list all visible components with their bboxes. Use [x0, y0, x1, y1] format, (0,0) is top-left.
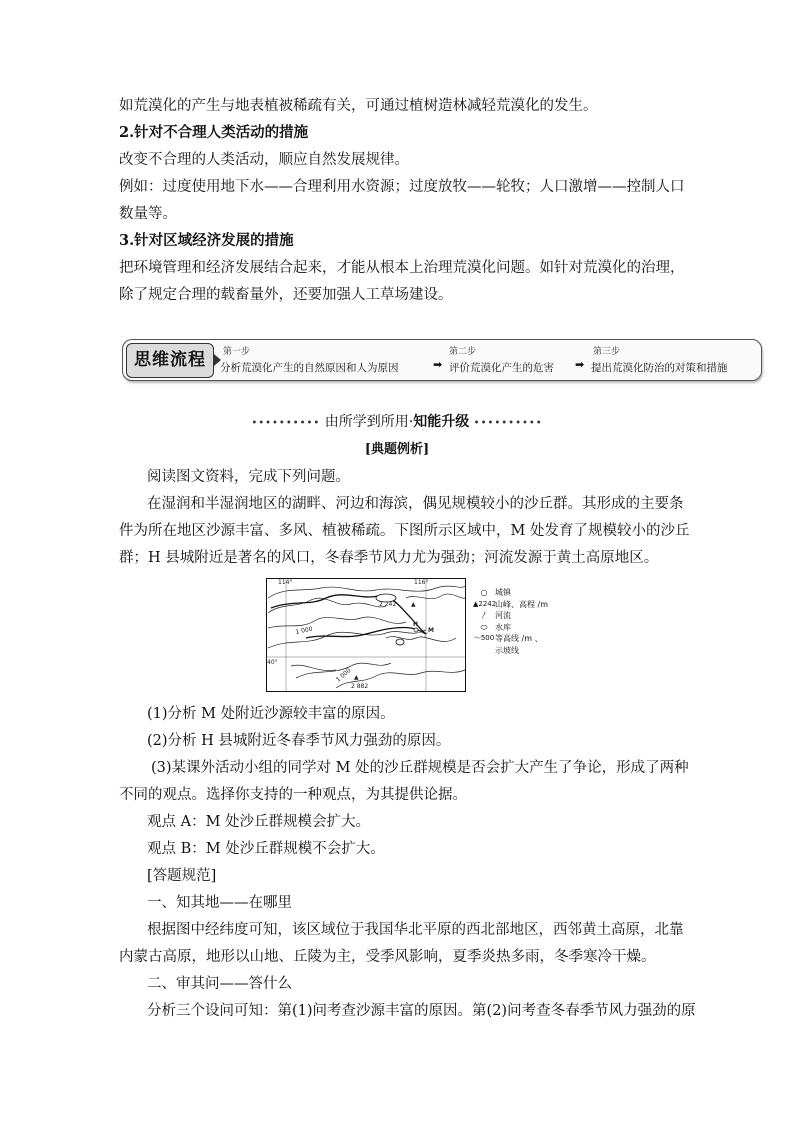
contour-sym: 500: [480, 634, 495, 642]
paragraph-example-line1: 例如：过度使用地下水——合理利用水资源；过度放牧——轮牧；人口激增——控制人口: [119, 179, 685, 195]
example-tag: [典题例析]: [364, 442, 430, 457]
flow-title: 思维流程: [126, 343, 214, 378]
legend-river: 河流: [495, 611, 511, 620]
viewpoint-a: 观点 A：M 处沙丘群规模会扩大。: [147, 814, 371, 830]
question-2: (2)分析 H 县城附近冬春季节风力强劲的原因。: [147, 733, 451, 749]
heading-title: 知能升级: [413, 414, 470, 430]
heading-regional-economy: 3.针对区域经济发展的措施: [119, 232, 294, 249]
material-line1: 在湿润和半湿润地区的湖畔、河边和海滨，偶见规模较小的沙丘群。其形成的主要条: [147, 496, 684, 512]
peak2-label: 2 882: [351, 683, 369, 690]
viewpoint-b: 观点 B：M 处沙丘群规模不会扩大。: [147, 841, 385, 857]
river-icon: 〳: [480, 611, 488, 620]
step3-text: 提出荒漠化防治的对策和措施: [591, 362, 728, 374]
heading-dots-right: ••••••••••: [473, 418, 543, 429]
site-m-label: M: [428, 627, 434, 634]
question-1: (1)分析 M 处附近沙源较丰富的原因。: [147, 706, 395, 722]
step1-label: 第一步: [223, 347, 251, 357]
answer-step1-heading: 一、知其地——在哪里: [147, 895, 292, 911]
question-intro: 阅读图文资料，完成下列问题。: [147, 469, 350, 485]
answer-step2-heading: 二、审其问——答什么: [147, 976, 292, 992]
section-heading: [0, 411, 794, 431]
legend-peak: 山峰、高程 /m: [495, 599, 549, 609]
step2-label: 第二步: [449, 347, 477, 357]
lon-left-label: 114°: [278, 579, 293, 586]
step1-text: 分析荒漠化产生的自然原因和人为原因: [220, 362, 399, 374]
heading-lead: 由所学到所用·: [324, 414, 414, 430]
contour-label2: 1 000: [334, 667, 353, 684]
peak1-label: 2 242: [379, 601, 397, 608]
arrow-right-icon: ➡: [575, 358, 585, 371]
lat-label: 40°: [267, 659, 278, 666]
map-legend: [473, 587, 548, 656]
question-3-line2: 不同的观点。选择你支持的一种观点，为其提供论据。: [119, 787, 467, 803]
heading-dots-left: ••••••••••: [251, 418, 321, 429]
paragraph-environment-line1: 把环境管理和经济发展结合起来，才能从根本上治理荒漠化问题。如针对荒漠化的治理，: [119, 260, 685, 276]
question-3-line1: (3)某课外活动小组的同学对 M 处的沙丘群规模是否会扩大产生了争论，形成了两种: [151, 760, 689, 776]
peak2-icon: ▲: [354, 674, 359, 681]
answer-tag: [答题规范]: [147, 868, 217, 884]
legend-reservoir: 水库: [495, 622, 511, 632]
region-map: [266, 578, 466, 692]
thinking-flow-banner: [122, 339, 762, 381]
step3-label: 第三步: [593, 347, 621, 357]
step2-text: 评价荒漠化产生的危害: [449, 362, 554, 374]
contour-label: 1 000: [294, 625, 314, 636]
answer-step2-line1: 分析三个设问可知：第(1)问考查沙源丰富的原因。第(2)问考查冬春季节风力强劲的原: [147, 1003, 696, 1019]
paragraph-example-line2: 数量等。: [119, 206, 177, 222]
paragraph-environment-line2: 除了规定合理的载畜量外，还要加强人工草场建设。: [119, 287, 453, 303]
peak1-icon: ▲: [411, 601, 416, 608]
paragraph-vegetation: 如荒漠化的产生与地表植被稀疏有关，可通过植树造林减轻荒漠化的发生。: [119, 98, 598, 114]
answer-step1-line1: 根据图中经纬度可知，该区域位于我国华北平原的西北部地区，西邻黄土高原，北靠: [147, 922, 684, 938]
material-line2: 件为所在地区沙源丰富、多风、植被稀疏。下图所示区域中，M 处发育了规模较小的沙丘: [119, 523, 690, 539]
arrow-right-icon: ➡: [433, 358, 443, 371]
legend-town: 城镇: [495, 588, 511, 597]
peak-icon: ▲2242: [473, 599, 497, 608]
town-icon: ○: [480, 588, 488, 597]
heading-human-activity: 2.针对不合理人类活动的措施: [119, 124, 309, 141]
legend-contour: 等高线 /m 、: [495, 634, 543, 643]
lon-right-label: 116°: [414, 579, 429, 586]
material-line3: 群；H 县城附近是著名的风口，冬春季节风力尤为强劲；河流发源于黄土高原地区。: [119, 550, 659, 566]
reservoir-icon: ⬭: [480, 622, 488, 632]
town-h-label: H: [413, 621, 419, 628]
answer-step1-line2: 内蒙古高原，地形以山地、丘陵为主，受季风影响，夏季炎热多雨，冬季寒冷干燥。: [119, 949, 656, 965]
town-h-marker: [414, 628, 418, 632]
contour-icon: 〜500: [473, 634, 495, 642]
legend-slope: 示坡线: [495, 645, 519, 655]
paragraph-change-activity: 改变不合理的人类活动，顺应自然发展规律。: [119, 152, 409, 168]
